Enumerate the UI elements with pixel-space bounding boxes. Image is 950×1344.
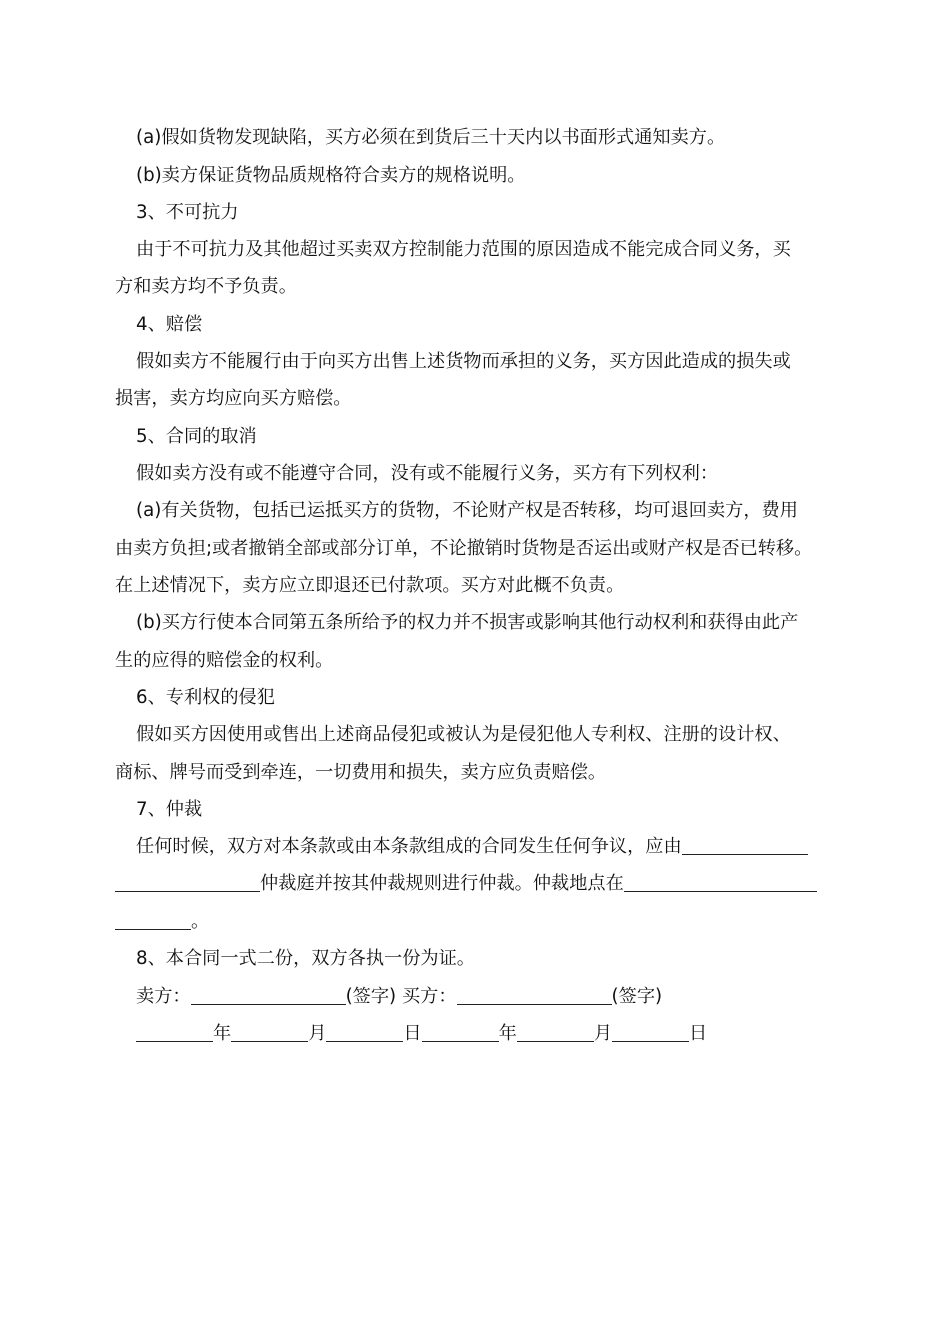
seller-signature-field[interactable]: [191, 986, 346, 1005]
heading-compensation: 4、赔偿: [136, 314, 203, 335]
clause-2a: (a)假如货物发现缺陷，买方必须在到货后三十天内以书面形式通知卖方。: [136, 127, 726, 148]
paragraph-line: (a)有关货物，包括已运抵买方的货物，不论财产权是否转移，均可退回卖方，费用: [136, 500, 798, 521]
year-label: 年: [498, 1023, 517, 1044]
seller-year-field[interactable]: [136, 1023, 213, 1042]
buyer-month-field[interactable]: [517, 1023, 594, 1042]
paragraph-line: 由于不可抗力及其他超过买卖双方控制能力范围的原因造成不能完成合同义务，买: [136, 239, 791, 260]
buyer-sign-note: (签字): [611, 986, 663, 1007]
paragraph-text: 任何时候，双方对本条款或由本条款组成的合同发生任何争议，应由: [136, 836, 682, 857]
heading-cancellation: 5、合同的取消: [136, 426, 257, 447]
signature-line: [136, 984, 662, 1010]
paragraph-line: 损害，卖方均应向买方赔偿。: [115, 388, 352, 409]
arbitration-line-3: [115, 909, 209, 935]
seller-sign-note: (签字): [345, 986, 397, 1007]
paragraph-line: 商标、牌号而受到牵连，一切费用和损失，卖方应负责赔偿。: [115, 762, 607, 783]
paragraph-line: 假如卖方没有或不能遵守合同，没有或不能履行义务，买方有下列权利：: [136, 463, 719, 484]
clause-8: 8、本合同一式二份，双方各执一份为证。: [136, 948, 475, 969]
day-label: 日: [403, 1023, 422, 1044]
day-label: 日: [689, 1023, 708, 1044]
paragraph-line: (b)买方行使本合同第五条所给予的权力并不损害或影响其他行动权利和获得由此产: [136, 612, 799, 633]
heading-arbitration: 7、仲裁: [136, 799, 203, 820]
arbitration-body-blank-b[interactable]: [115, 873, 260, 892]
paragraph-line: 在上述情况下，卖方应立即退还已付款项。买方对此概不负责。: [115, 575, 625, 596]
seller-month-field[interactable]: [231, 1023, 308, 1042]
heading-patent: 6、专利权的侵犯: [136, 687, 275, 708]
paragraph-line: 方和卖方均不予负责。: [115, 276, 297, 297]
paragraph-line: 假如买方因使用或售出上述商品侵犯或被认为是侵犯他人专利权、注册的设计权、: [136, 724, 791, 745]
seller-label: 卖方：: [136, 986, 191, 1007]
month-label: 月: [308, 1023, 327, 1044]
paragraph-line: 由卖方负担;或者撤销全部或部分订单，不论撤销时货物是否运出或财产权是否已转移。: [115, 538, 813, 559]
arbitration-place-blank-b[interactable]: [115, 911, 191, 930]
paragraph-text: 仲裁庭并按其仲裁规则进行仲裁。仲裁地点在: [260, 873, 624, 894]
paragraph-text: 。: [191, 911, 210, 932]
clause-2b: (b)卖方保证货物品质规格符合卖方的规格说明。: [136, 165, 526, 186]
arbitration-line-2: [115, 871, 817, 897]
arbitration-line-1: [136, 834, 808, 860]
arbitration-place-blank-a[interactable]: [624, 873, 817, 892]
buyer-label: 买方：: [401, 986, 457, 1007]
month-label: 月: [593, 1023, 613, 1044]
arbitration-body-blank-a[interactable]: [682, 836, 808, 855]
heading-force-majeure: 3、不可抗力: [136, 202, 239, 223]
buyer-signature-field[interactable]: [457, 986, 612, 1005]
buyer-day-field[interactable]: [612, 1023, 689, 1042]
date-line: [136, 1021, 707, 1047]
paragraph-line: 假如卖方不能履行由于向买方出售上述货物而承担的义务，买方因此造成的损失或: [136, 351, 791, 372]
buyer-year-field[interactable]: [422, 1023, 499, 1042]
seller-day-field[interactable]: [326, 1023, 403, 1042]
year-label: 年: [213, 1023, 232, 1044]
paragraph-line: 生的应得的赔偿金的权利。: [115, 650, 334, 671]
